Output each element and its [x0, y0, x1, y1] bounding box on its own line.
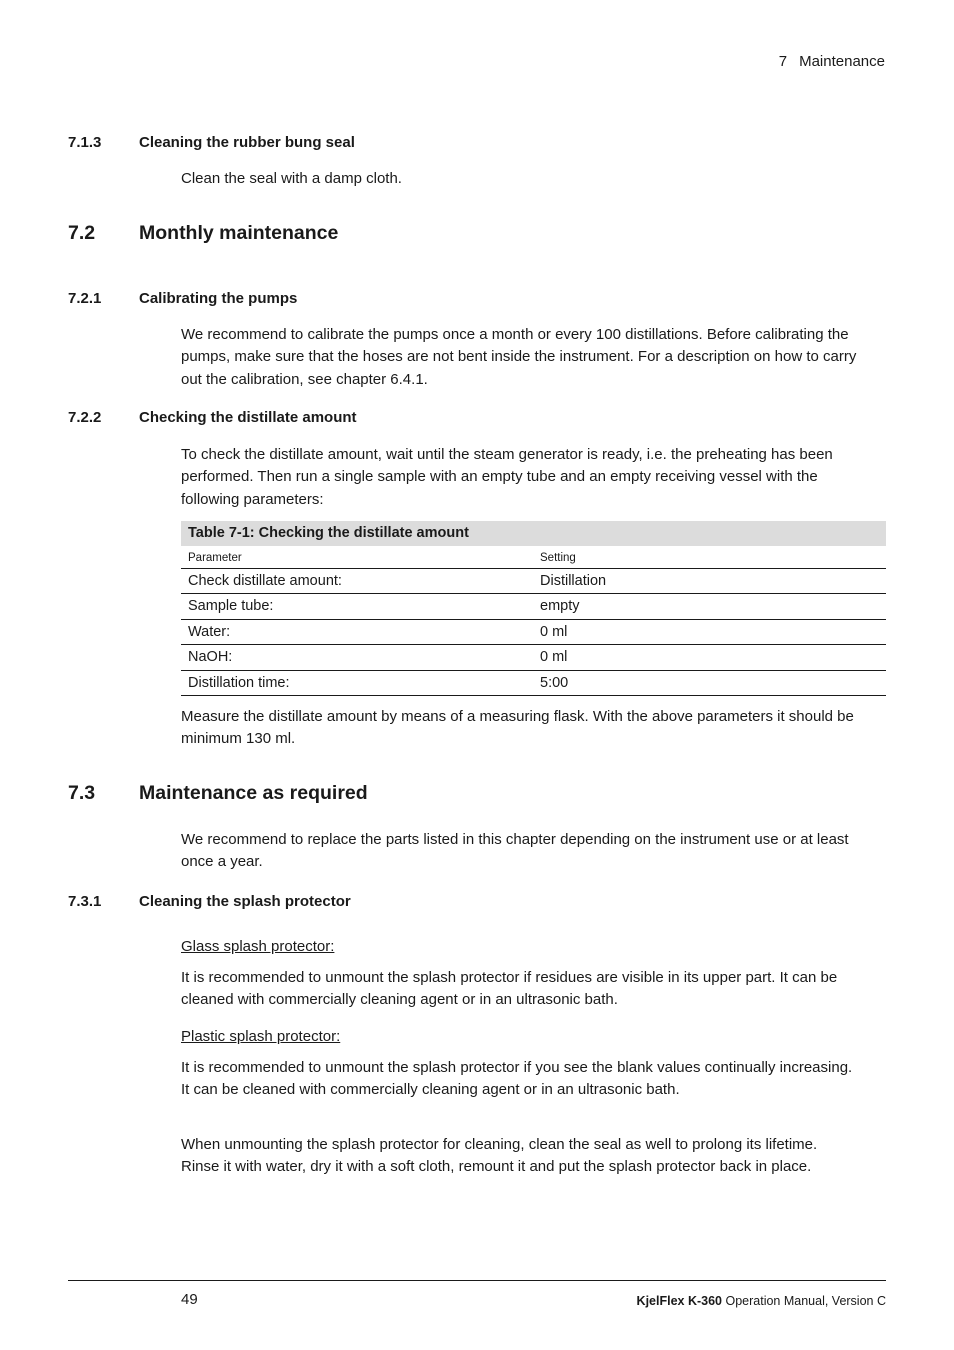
table-cell: Distillation time:	[188, 674, 290, 691]
text-line: To check the distillate amount, wait until the steam generator is ready, i.e. the preheating has been	[181, 446, 833, 463]
text-line: We recommend to calibrate the pumps once a month or every 100 distillations. Before calibrating the	[181, 326, 849, 343]
table-cell: empty	[540, 598, 580, 615]
chapter-title: Maintenance	[799, 53, 885, 70]
chapter-number: 7	[778, 53, 788, 70]
table-cell: Distillation	[540, 573, 607, 589]
text-line: It can be cleaned with commercially cleaning agent or in an ultrasonic bath.	[181, 1081, 680, 1099]
heading-7-1-3	[68, 134, 355, 151]
text-line: out the calibration, see chapter 6.4.1.	[181, 370, 428, 388]
document-name: Operation Manual, Version C	[722, 1294, 886, 1308]
heading-7-2-2	[68, 409, 357, 426]
emphasis-minimum: minimum	[181, 730, 242, 748]
text-line: pumps, make sure that the hoses are not bent inside the instrument. For a description on how to carry	[181, 348, 857, 366]
text-line: performed. Then run a single sample with an empty tube and an empty receiving vessel with the	[181, 468, 818, 486]
table-cell: Water:	[188, 623, 231, 640]
footer-document-title	[637, 1294, 886, 1308]
section-number: 7.2.2	[68, 409, 102, 426]
text-rest: 130 ml.	[241, 730, 296, 748]
distillate-table	[181, 521, 886, 696]
text-line: cleaned with commercially cleaning agent or in an ultrasonic bath.	[181, 991, 618, 1009]
section-title: Monthly maintenance	[139, 222, 339, 244]
text-line: following parameters:	[181, 490, 324, 508]
section-title: Cleaning the splash protector	[139, 893, 351, 910]
section-number: 7.2.1	[68, 290, 102, 307]
paragraph-seal	[181, 1134, 887, 1179]
heading-7-3-1	[68, 893, 351, 910]
page-number: 49	[181, 1291, 198, 1308]
heading-7-2	[68, 222, 338, 245]
table-cell: Sample tube:	[188, 598, 274, 615]
text-line: once a year.	[181, 853, 263, 871]
section-title: Maintenance as required	[139, 782, 368, 804]
section-number: 7.1.3	[68, 134, 102, 151]
table-cell: 0 ml	[540, 649, 568, 666]
paragraph-7-3	[181, 829, 887, 874]
section-title: Checking the distillate amount	[139, 409, 357, 426]
paragraph-7-1-3: Clean the seal with a damp cloth.	[181, 170, 402, 187]
text-line: We recommend to replace the parts listed in this chapter depending on the instrument use or at least	[181, 831, 849, 848]
table-cell: NaOH:	[188, 649, 233, 666]
heading-7-3	[68, 782, 368, 805]
section-title: Cleaning the rubber bung seal	[139, 134, 355, 151]
text-line	[181, 728, 887, 750]
footer-divider	[68, 1280, 886, 1281]
heading-7-2-1	[68, 290, 297, 307]
text-line: When unmounting the splash protector for cleaning, clean the seal as well to prolong its lifetime.	[181, 1136, 818, 1153]
section-number: 7.3.1	[68, 893, 102, 910]
paragraph-measure	[181, 706, 887, 751]
text-line: Rinse it with water, dry it with a soft cloth, remount it and put the splash protector back in place.	[181, 1158, 812, 1176]
table-row	[181, 671, 886, 696]
column-header-setting: Setting	[540, 552, 576, 564]
section-number: 7.3	[68, 782, 96, 804]
running-header	[779, 53, 885, 70]
product-name: KjelFlex K-360	[636, 1294, 723, 1308]
text-line: It is recommended to unmount the splash protector if you see the blank values continually increasing.	[181, 1059, 853, 1076]
table-cell: 5:00	[540, 674, 569, 691]
table-row	[181, 569, 886, 594]
table-title: Table 7-1: Checking the distillate amount	[181, 521, 886, 546]
table-row	[181, 594, 886, 619]
table-header-row	[181, 546, 886, 569]
table-cell: Check distillate amount:	[188, 573, 342, 589]
text-line: It is recommended to unmount the splash protector if residues are visible in its upper part. It can be	[181, 969, 838, 986]
table-cell: 0 ml	[540, 623, 568, 640]
column-header-parameter: Parameter	[188, 552, 242, 564]
plastic-splash-label: Plastic splash protector:	[181, 1028, 341, 1045]
table-row	[181, 645, 886, 670]
paragraph-7-2-2	[181, 444, 887, 511]
text-line: Measure the distillate amount by means of a measuring flask. With the above parameters it should be	[181, 708, 854, 725]
paragraph-7-2-1	[181, 324, 887, 391]
section-number: 7.2	[68, 222, 96, 244]
section-title: Calibrating the pumps	[139, 290, 298, 307]
paragraph-plastic	[181, 1057, 887, 1102]
paragraph-glass	[181, 967, 887, 1012]
table-row	[181, 620, 886, 645]
glass-splash-label: Glass splash protector:	[181, 938, 335, 955]
